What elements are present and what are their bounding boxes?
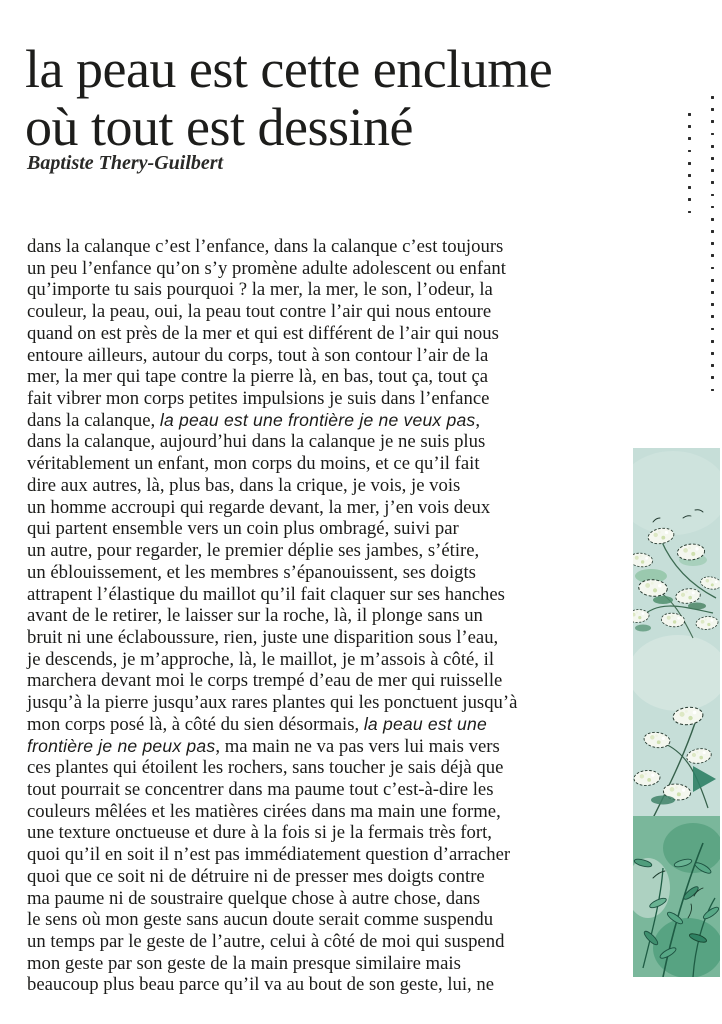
dot [711,279,714,282]
dot [711,376,714,379]
dot [711,96,714,99]
body-text-segment: , ma main ne va pas vers lui mais vers [215,735,500,757]
body-text-segment: , [475,409,481,431]
body-text-segment: dans la calanque, [27,409,160,431]
dot [711,291,714,294]
body-text-segment: un autre, pour regarder, le premier déplie ses jambes, s’étire, [27,540,480,562]
body-text-segment: dire aux autres, là, plus bas, dans la crique, je vois, je vois [27,474,461,496]
body-text-segment: attrapent l’élastique du maillot qu’il fait claquer sur ses hanches [27,583,505,605]
body-text-segment: couleur, la peau, oui, la peau tout contre l’air qui nous entoure [27,301,492,323]
watercolor-plant-illustration [633,448,720,977]
body-text-segment: beaucoup plus beau parce qu’il va au bout de son geste, lui, ne [27,974,495,996]
dot [688,150,691,153]
body-text-segment: avant de le retirer, le laisser sur la roche, là, il plonge sans un [27,605,483,627]
body-text-segment: un peu l’enfance qu’on s’y promène adulte adolescent ou enfant [27,257,506,279]
body-text-segment: véritablement un enfant, mon corps du moins, et ce qu’il fait [27,453,480,475]
body-text-segment: marchera devant moi le corps trempé d’eau de mer qui ruisselle [27,670,503,692]
body-text-segment: dans la calanque c’est l’enfance, dans la calanque c’est toujours [27,236,504,257]
body-text-segment: ces plantes qui étoilent les rochers, sans toucher je sais déjà que [27,757,504,779]
dot [711,194,714,197]
body-emphasis-segment: la peau est une [363,713,487,734]
dot [711,364,714,367]
body-text-segment: entoure ailleurs, autour du corps, tout à son contour l’air de la [27,344,489,366]
body-text [27,236,517,996]
dot [711,133,714,136]
dot [688,137,691,140]
dot-column-left [688,113,691,213]
body-text-segment: je descends, je m’approche, là, le maillot, je m’assois à côté, il [27,648,495,670]
body-text-segment: fait vibrer mon corps petites impulsions je suis dans l’enfance [27,388,490,410]
dot [711,352,714,355]
dot [688,198,691,201]
body-text-segment: le sens où mon geste sans aucun doute serait comme suspendu [27,909,494,931]
body-text-segment: tout pourrait se concentrer dans ma paume tout c’est-à-dire les [27,778,494,800]
dot [711,169,714,172]
body-text-segment: mon geste par son geste de la main presque similaire mais [27,952,461,974]
body-text-segment: un éblouissement, et les membres s’épanouissent, ses doigts [27,561,476,583]
body-text-segment: mer, la mer qui tape contre la pierre là, en bas, tout ça, tout ça [27,366,489,388]
title-line-2: où tout est dessiné [25,97,413,157]
body-text-segment: dans la calanque, aujourd’hui dans la calanque je ne suis plus [27,431,486,453]
title-line-1: la peau est cette enclume [25,39,553,99]
body-text-segment: un temps par le geste de l’autre, celui à côté de moi qui suspend [27,931,505,952]
dot [711,315,714,318]
body-emphasis-segment: frontière je ne peux pas [27,735,216,756]
dot [711,218,714,221]
dot [711,254,714,257]
dot [711,230,714,233]
body-text-segment: qu’importe tu sais pourquoi ? la mer, la mer, le son, l’odeur, la [27,279,493,301]
body-text-segment: couleurs mêlées et les matières cirées dans ma main une forme, [27,800,501,822]
dot [711,108,714,111]
dot [711,242,714,245]
page-title [25,40,552,156]
dot [711,120,714,123]
dot [711,157,714,160]
body-emphasis-segment: la peau est une frontière je ne veux pas [159,409,476,430]
dot [688,174,691,177]
dot [711,145,714,148]
body-text-segment: qui partent ensemble vers un coin plus ombragé, suivi par [27,518,459,540]
dot [711,206,714,209]
body-text-segment: quand on est près de la mer et qui est différent de l’air qui nous [27,322,499,344]
body-text-segment: un homme accroupi qui regarde devant, la mer, j’en vois deux [27,496,491,518]
dot [688,113,691,116]
body-text-segment: jusqu’à la pierre jusqu’aux rares plantes qui les ponctuent jusqu’à [27,692,518,714]
dot [688,125,691,128]
dot [688,211,691,214]
dot [711,303,714,306]
dot [688,162,691,165]
dot [711,340,714,343]
dot-column-right [711,96,714,391]
dot [711,389,714,392]
dot [711,328,714,331]
dot [711,267,714,270]
body-text-segment: ma paume ni de soustraire quelque chose à autre chose, dans [27,887,481,909]
body-text-segment: une texture onctueuse et dure à la fois si je la fermais très fort, [27,822,492,844]
body-text-segment: quoi que ce soit ni de détruire ni de presser mes doigts contre [27,865,485,887]
body-text-segment: quoi qu’il en soit il n’est pas immédiatement question d’arracher [27,844,511,866]
dot [711,181,714,184]
body-text-segment: mon corps posé là, à côté du sien désormais, [27,713,364,735]
body-text-segment: bruit ni une éclaboussure, rien, juste une disparition sous l’eau, [27,626,499,648]
author-byline: Baptiste Thery-Guilbert [27,152,224,174]
dot [688,186,691,189]
